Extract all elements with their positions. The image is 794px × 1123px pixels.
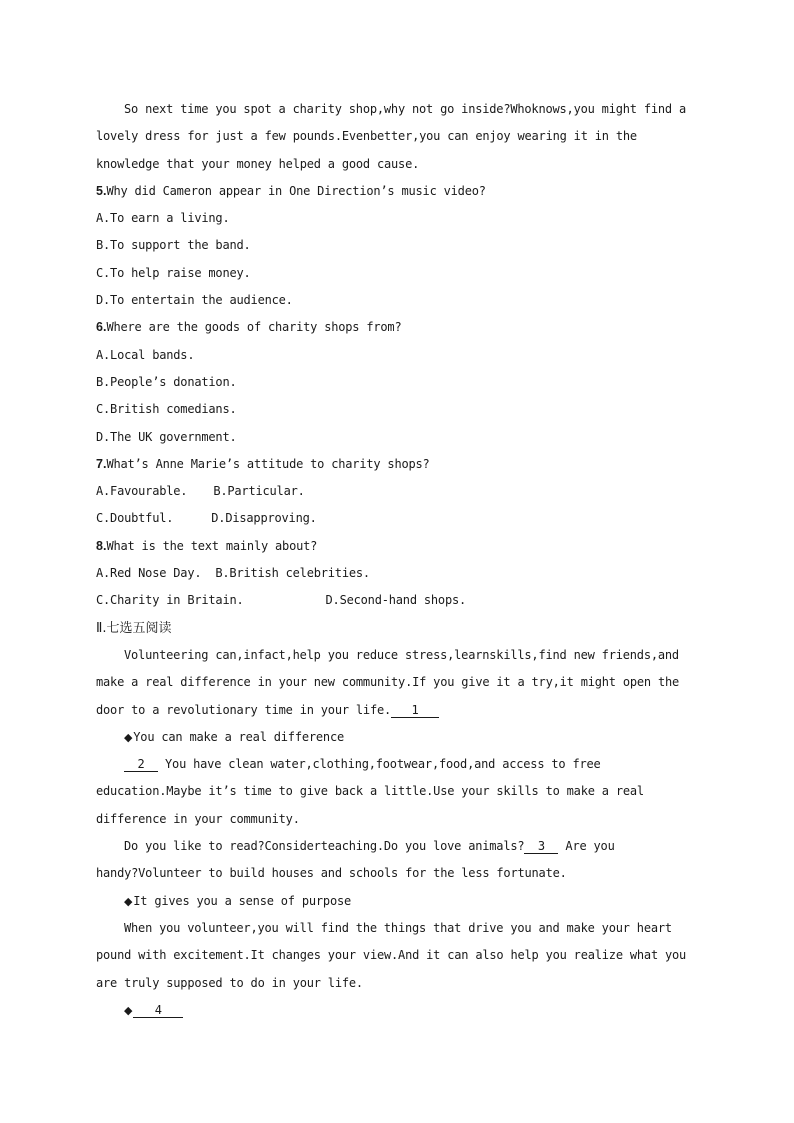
option: D.The UK government.: [96, 429, 237, 444]
option: D.To entertain the audience.: [96, 293, 293, 308]
option: A.Local bands.: [96, 347, 195, 362]
page-content: [96, 96, 696, 1024]
question-text: What is the text mainly about?: [106, 538, 318, 553]
option: B.British celebrities.: [215, 566, 370, 581]
section-heading: Ⅱ.七选五阅读: [96, 620, 172, 636]
passage-line: door to a revolutionary time in your life. 1: [96, 697, 696, 724]
subheading: ◆You can make a real difference: [124, 729, 345, 744]
passage-line: education.Maybe it’s time to give back a little.Use your skills to make a real: [96, 784, 644, 799]
subheading: [96, 997, 696, 1024]
diamond-bullet-icon: ◆: [124, 730, 133, 744]
question-number: 5.: [96, 183, 107, 198]
answer-blank-3[interactable]: 3: [524, 839, 558, 854]
subheading: ◆It gives you a sense of purpose: [124, 893, 352, 908]
diamond-bullet-icon: ◆: [124, 1003, 133, 1017]
passage-line: When you volunteer,you will find the things that drive you and make your heart: [124, 920, 672, 935]
option: A.Favourable.: [96, 484, 188, 499]
option: A.Red Nose Day.: [96, 566, 202, 581]
question-text: Where are the goods of charity shops from?: [106, 320, 402, 335]
passage-line: are truly supposed to do in your life.: [96, 975, 363, 990]
option: B.People’s donation.: [96, 374, 237, 389]
option: C.Doubtful.: [96, 511, 174, 526]
option-row: [96, 587, 696, 614]
passage-line: handy?Volunteer to build houses and schools for the less fortunate.: [96, 866, 567, 881]
passage-line: Do you like to read?Considerteaching.Do you love animals? 3 Are you: [124, 839, 615, 854]
question-text: What’s Anne Marie’s attitude to charity shops?: [106, 456, 430, 471]
option: D.Disapproving.: [211, 511, 317, 526]
question-8: [96, 533, 696, 560]
option: C.Charity in Britain.: [96, 593, 244, 608]
option-row: [96, 505, 696, 532]
option: D.Second-hand shops.: [325, 593, 467, 608]
passage-line: difference in your community.: [96, 811, 300, 826]
option: B.Particular.: [213, 484, 305, 499]
option: B.To support the band.: [96, 238, 251, 253]
question-number: 6.: [96, 320, 107, 335]
diamond-bullet-icon: ◆: [124, 894, 133, 908]
passage-line: make a real difference in your new community.If you give it a try,it might open the: [96, 675, 680, 690]
option-row: [96, 560, 696, 587]
option-row: [96, 478, 696, 505]
answer-blank-4[interactable]: 4: [133, 1003, 183, 1018]
question-5: [96, 178, 696, 205]
passage-line: 2 You have clean water,clothing,footwear,food,and access to free: [96, 751, 696, 778]
passage-line: lovely dress for just a few pounds.Evenbetter,you can enjoy wearing it in the: [96, 129, 637, 144]
option: C.British comedians.: [96, 402, 237, 417]
question-text: Why did Cameron appear in One Direction’s music video?: [106, 183, 486, 198]
option: A.To earn a living.: [96, 211, 230, 226]
question-7: [96, 451, 696, 478]
question-6: [96, 314, 696, 341]
passage-line: knowledge that your money helped a good cause.: [96, 156, 420, 171]
passage-line: Volunteering can,infact,help you reduce stress,learnskills,find new friends,and: [124, 647, 679, 662]
question-number: 7.: [96, 456, 107, 471]
passage-line: pound with excitement.It changes your view.And it can also help you realize what you: [96, 948, 687, 963]
answer-blank-1[interactable]: 1: [391, 703, 439, 718]
question-number: 8.: [96, 538, 107, 553]
passage-line: So next time you spot a charity shop,why not go inside?Whoknows,you might find a: [124, 102, 686, 116]
answer-blank-2[interactable]: 2: [124, 757, 158, 772]
option: C.To help raise money.: [96, 265, 251, 280]
